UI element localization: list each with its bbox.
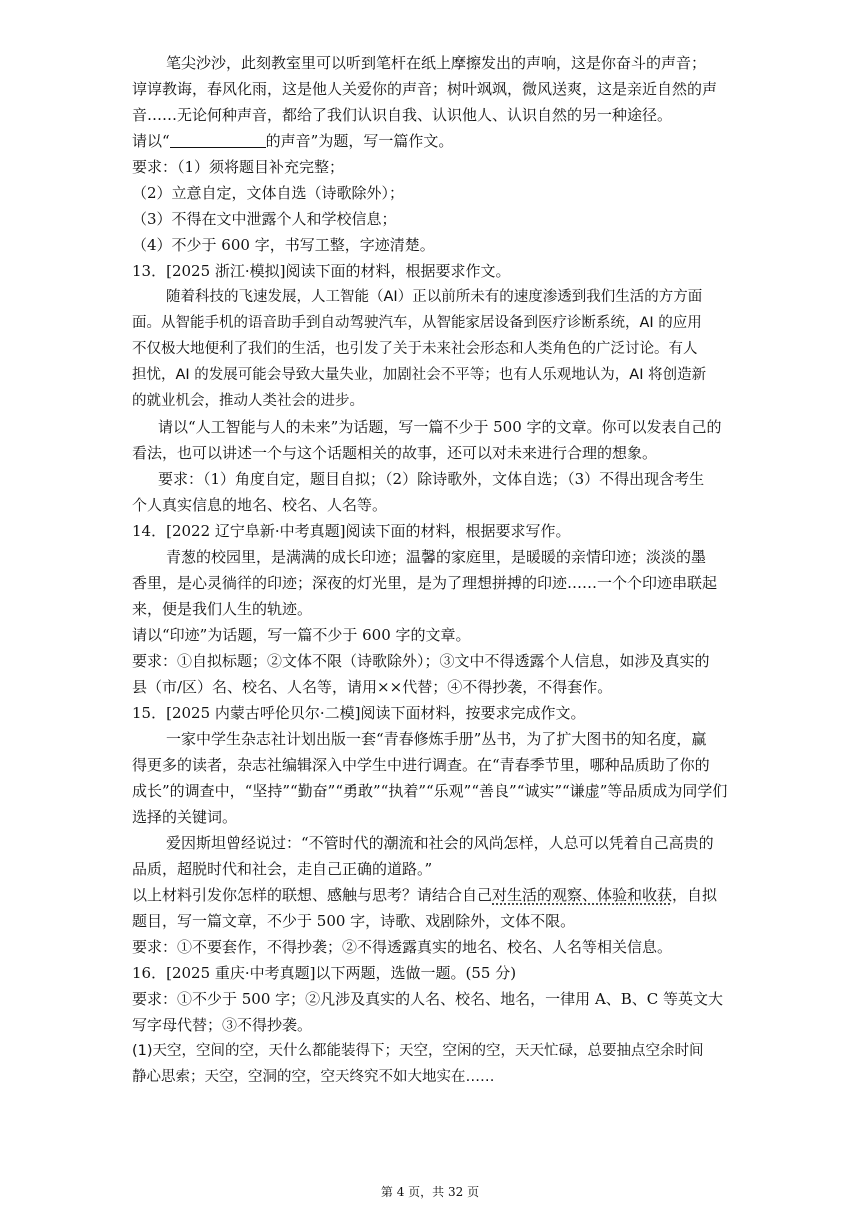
- paragraph-line: 青葱的校园里，是满满的成长印迹；温馨的家庭里，是暖暖的亲情印迹；淡淡的墨: [166, 548, 707, 566]
- paragraph-line: 担忧，AI 的发展可能会导致大量失业，加剧社会不平等；也有人乐观地认为，AI 将创造新: [132, 367, 707, 383]
- paragraph-line: 看法，也可以讲述一个与这个话题相关的故事，还可以对未来进行合理的想象。: [132, 444, 658, 462]
- requirement-line: 要求：（1）角度自定，题目自拟；（2）除诗歌外，文体自选；（3）不得出现含考生: [158, 470, 705, 488]
- option-1-line: (1)天空，空间的空，天什么都能装得下；天空，空闲的空，天天忙碌，总要抽点空余时间: [132, 1043, 704, 1059]
- question-15-heading: 15．[2025 内蒙古呼伦贝尔·二模]阅读下面材料，按要求完成作文。: [132, 704, 586, 722]
- paragraph-line: 谆谆教诲，春风化雨，这是他人关爱你的声音；树叶飒飒，微风送爽，这是亲近自然的声: [132, 80, 718, 98]
- paragraph-line: 选择的关键词。: [132, 808, 238, 826]
- requirement-line: （3）不得在文中泄露个人和学校信息；: [132, 210, 397, 228]
- emphasis-text: 对生活的观察、体验和收获: [492, 886, 673, 904]
- prompt-suffix: 的声音”为题，写一篇作文。: [265, 132, 454, 150]
- question-16-heading: 16．[2025 重庆·中考真题]以下两题，选做一题。(55 分): [132, 964, 517, 982]
- prompt-line: [132, 885, 732, 905]
- requirement-line: （2）立意自定，文体自选（诗歌除外）；: [132, 184, 405, 202]
- option-1-line: 静心思索；天空，空洞的空，空天终究不如大地实在……: [132, 1069, 495, 1085]
- paragraph-line: 音……无论何种声音，都给了我们认识自我、认识他人、认识自然的另一种途径。: [132, 106, 673, 124]
- page-number: 第 4 页，共 32 页: [380, 1185, 480, 1199]
- requirement-line: 写字母代替；③不得抄袭。: [132, 1016, 313, 1034]
- requirement-line: （4）不少于 600 字，书写工整，字迹清楚。: [132, 236, 435, 254]
- question-13-heading: 13．[2025 浙江·模拟]阅读下面的材料，根据要求作文。: [132, 262, 511, 280]
- paragraph-line: 得更多的读者，杂志社编辑深入中学生中进行调查。在“青春季节里，哪种品质助了你的: [132, 756, 710, 774]
- requirement-line: 个人真实信息的地名、校名、人名等。: [132, 496, 388, 514]
- requirement-line: 要求：（1）须将题目补充完整；: [132, 158, 345, 176]
- paragraph-line: 品质，超脱时代和社会，走自己正确的道路。”: [132, 860, 433, 878]
- paragraph-line: 请以“人工智能与人的未来”为话题，写一篇不少于 500 字的文章。你可以发表自己的: [158, 418, 722, 436]
- requirement-line: 县（市/区）名、校名、人名等，请用××代替；④不得抄袭，不得套作。: [132, 678, 613, 696]
- paragraph-line: 爱因斯坦曾经说过：“不管时代的潮流和社会的风尚怎样，人总可以凭着自己高贵的: [166, 834, 714, 852]
- prompt-text: 以上材料引发你怎样的联想、感触与思考？请结合自己: [132, 886, 493, 904]
- fill-in-blank: [170, 133, 266, 148]
- paragraph-line: 成长”的调查中，“坚持”“勤奋”“勇敢”“执着”“乐观”“善良”“诚实”“谦虚”等品质成为同学们: [132, 782, 728, 800]
- paragraph-line: 面。从智能手机的语音助手到自动驾驶汽车，从智能家居设备到医疗诊断系统，AI 的应用: [132, 315, 702, 331]
- requirement-line: 要求：①自拟标题；②文体不限（诗歌除外）；③文中不得透露个人信息，如涉及真实的: [132, 652, 710, 670]
- prompt-line: [132, 131, 732, 151]
- paragraph-line: 一家中学生杂志社计划出版一套“青春修炼手册”丛书，为了扩大图书的知名度，赢: [166, 730, 707, 748]
- paragraph-line: 香里，是心灵徜徉的印迹；深夜的灯光里，是为了理想拼搏的印迹……一个个印迹串联起: [132, 574, 718, 592]
- requirement-line: 要求：①不少于 500 字；②凡涉及真实的人名、校名、地名，一律用 A、B、C 等英文大: [132, 990, 724, 1008]
- prompt-prefix: 请以“: [132, 132, 170, 150]
- paragraph-line: 的就业机会，推动人类社会的进步。: [132, 393, 364, 409]
- question-14-heading: 14．[2022 辽宁阜新·中考真题]阅读下面的材料，根据要求写作。: [132, 522, 571, 540]
- prompt-line: 题目，写一篇文章，不少于 500 字，诗歌、戏剧除外，文体不限。: [132, 912, 576, 930]
- paragraph-line: 随着科技的飞速发展，人工智能（AI）正以前所未有的速度渗透到我们生活的方方面: [166, 289, 703, 305]
- paragraph-line: 来，便是我们人生的轨迹。: [132, 600, 313, 618]
- prompt-text: ，自拟: [672, 886, 718, 904]
- requirement-line: 要求：①不要套作，不得抄袭；②不得透露真实的地名、校名、人名等相关信息。: [132, 938, 673, 956]
- prompt-line: 请以“印迹”为话题，写一篇不少于 600 字的文章。: [132, 626, 471, 644]
- paragraph-line: 笔尖沙沙，此刻教室里可以听到笔杆在纸上摩擦发出的声响，这是你奋斗的声音；: [166, 54, 707, 72]
- paragraph-line: 不仅极大地便利了我们的生活，也引发了关于未来社会形态和人类角色的广泛讨论。有人: [132, 341, 698, 357]
